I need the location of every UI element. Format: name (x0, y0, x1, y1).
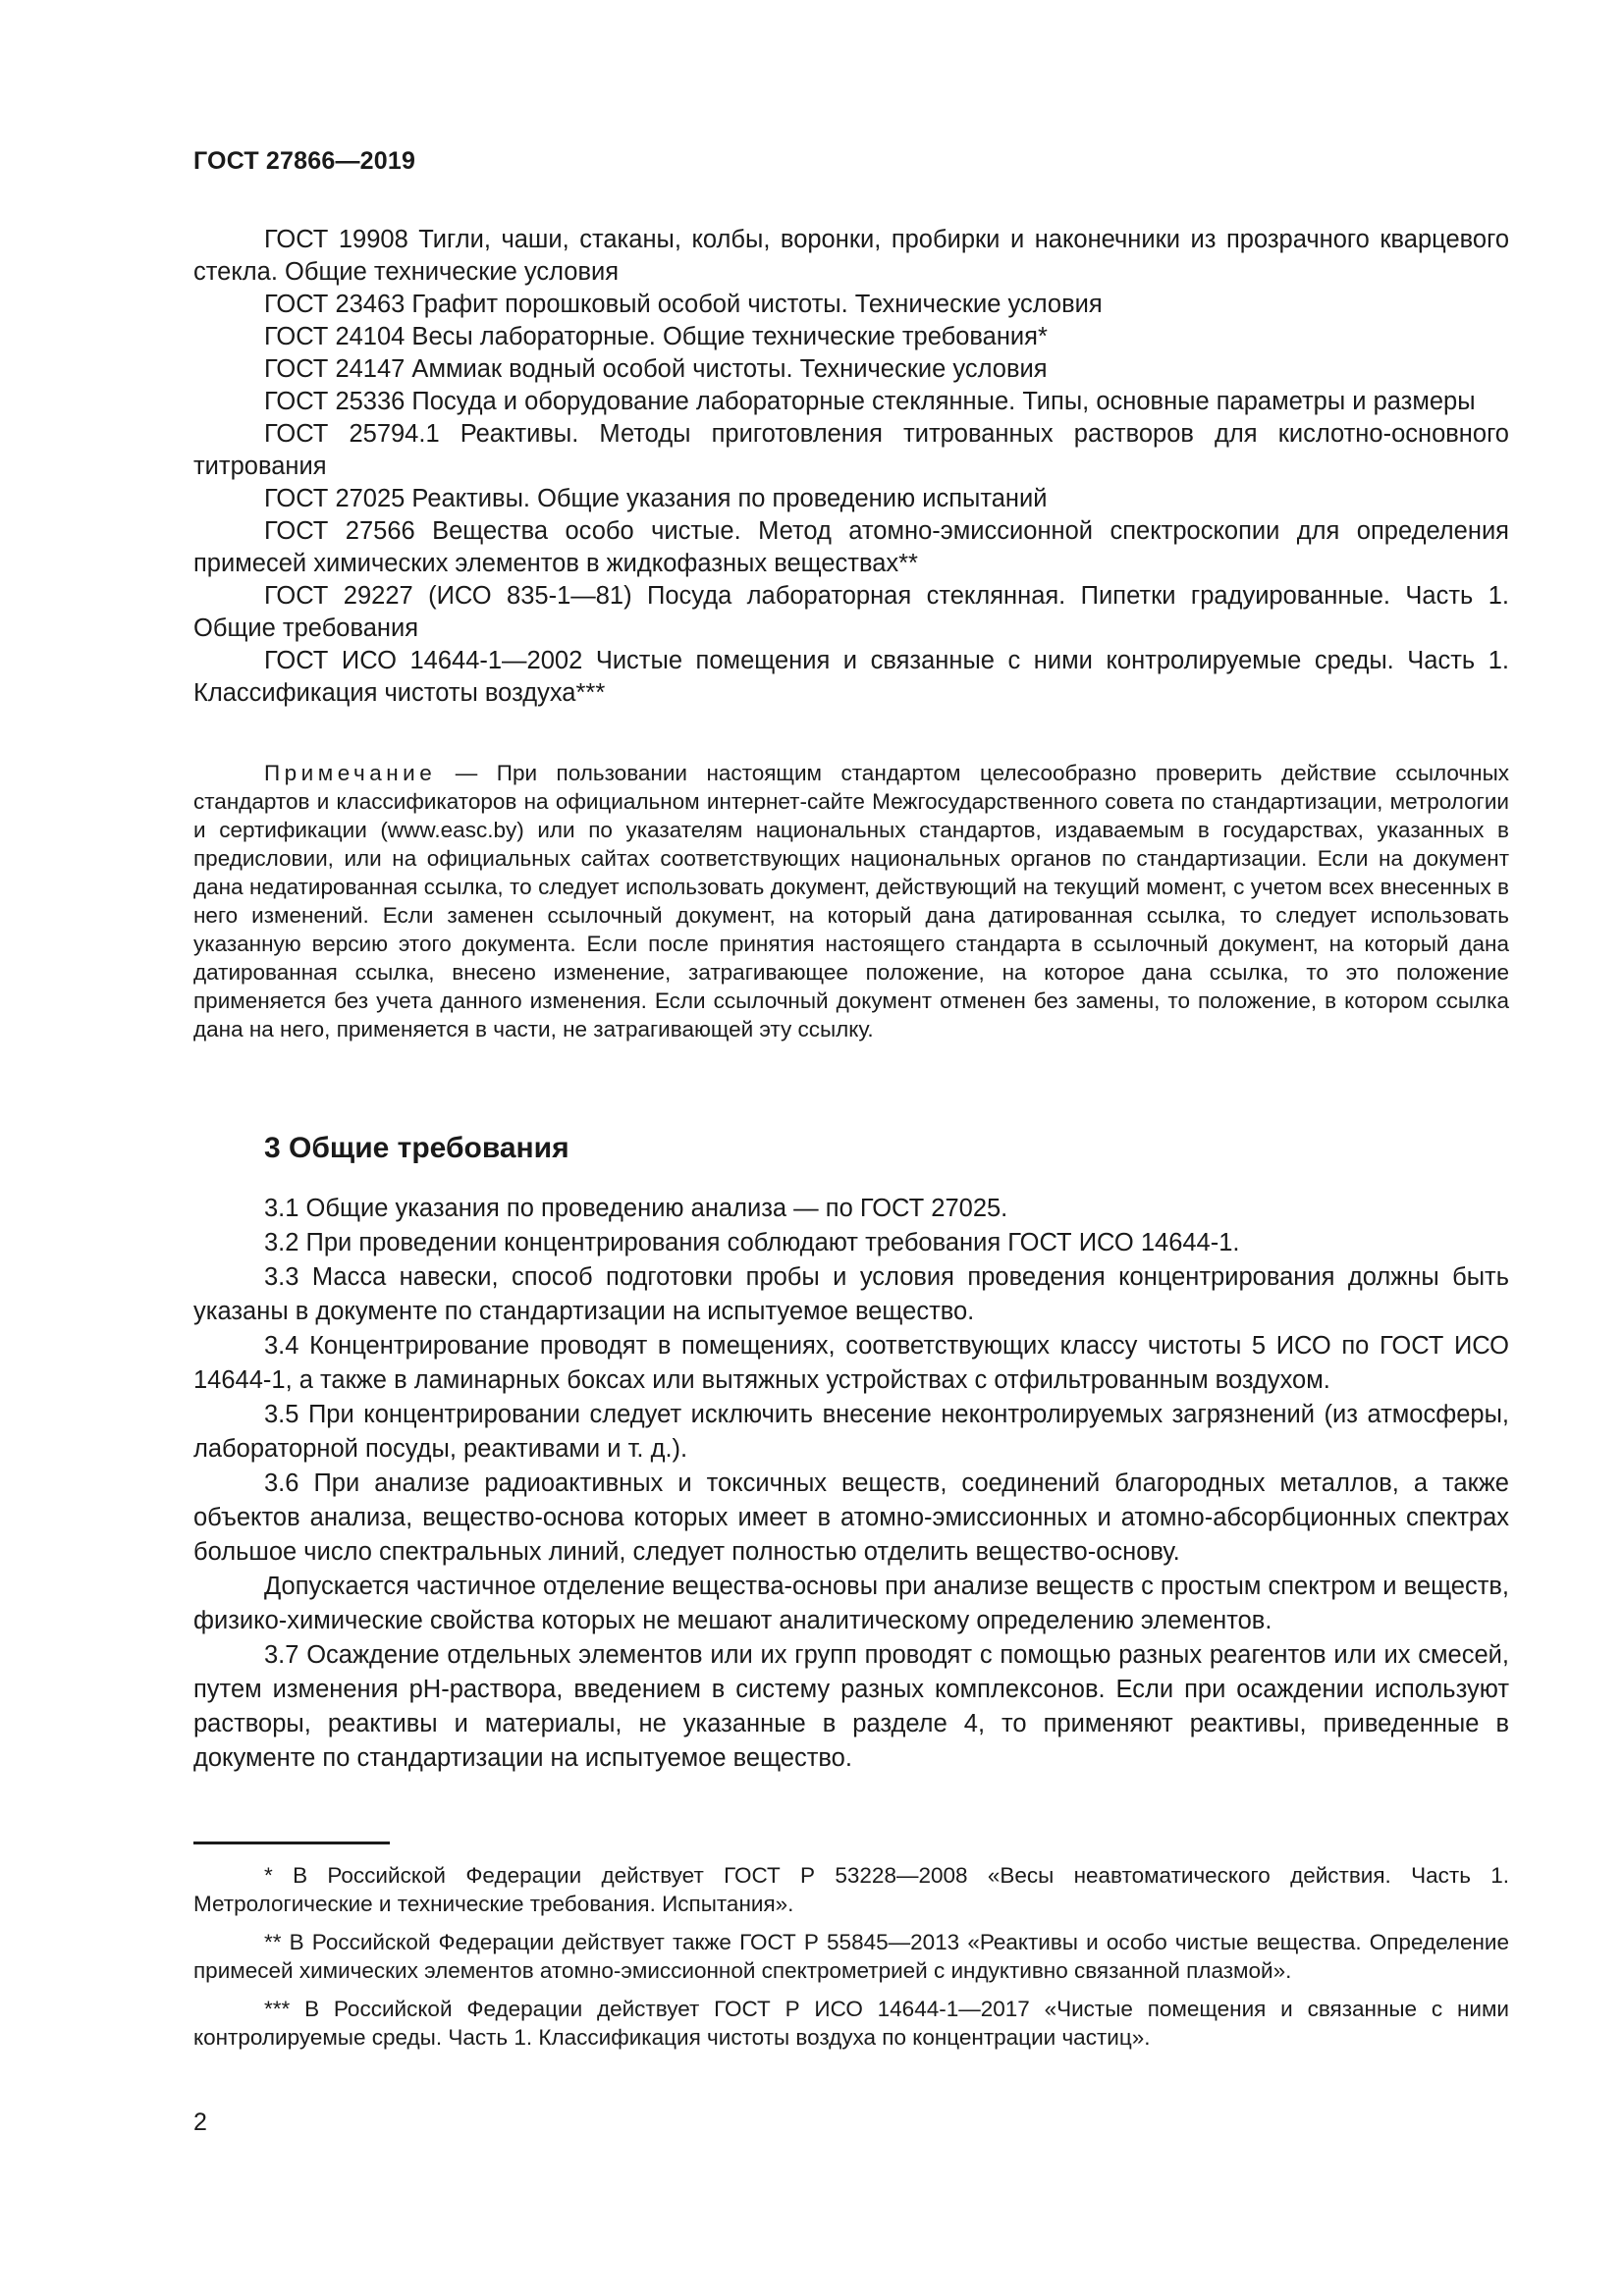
note-paragraph (193, 759, 1509, 1043)
reference-item: ГОСТ 27025 Реактивы. Общие указания по проведению испытаний (264, 485, 1048, 512)
reference-item: ГОСТ 24147 Аммиак водный особой чистоты. Технические условия (264, 355, 1048, 383)
section-paragraph: 3.4 Концентрирование проводят в помещениях, соответствующих классу чистоты 5 ИСО по ГОСТ ИСО 14644-1, а также в ламинарных боксах или вытяжных устройствах с отфильтрованным воздухом. (193, 1332, 1509, 1394)
footnote-item: *** В Российской Федерации действует ГОСТ Р ИСО 14644-1—2017 «Чистые помещения и связанные с ними контролируемые среды. Часть 1. Классификация чистоты воздуха по концентрации частиц». (193, 1997, 1509, 2050)
reference-item: ГОСТ 25336 Посуда и оборудование лабораторные стеклянные. Типы, основные параметры и размеры (264, 388, 1476, 415)
reference-item: ГОСТ 24104 Весы лабораторные. Общие технические требования* (264, 323, 1048, 350)
section-paragraph: Допускается частичное отделение вещества-основы при анализе веществ с простым спектром и веществ, физико-химические свойства которых не мешают аналитическому определению элементов. (193, 1573, 1510, 1634)
reference-item: ГОСТ 29227 (ИСО 835-1—81) Посуда лабораторная стеклянная. Пипетки градуированные. Часть 1. Общие требования (193, 582, 1509, 642)
reference-item: ГОСТ 27566 Вещества особо чистые. Метод атомно-эмиссионной спектроскопии для определения примесей химических элементов в жидкофазных веществах** (193, 517, 1509, 577)
reference-item: ГОСТ 25794.1 Реактивы. Методы приготовления титрованных растворов для кислотно-основного титрования (193, 420, 1509, 480)
section-paragraph: 3.3 Масса навески, способ подготовки пробы и условия проведения концентрирования должны быть указаны в документе по стандартизации на испытуемое вещество. (193, 1263, 1509, 1325)
footnote-item: * В Российской Федерации действует ГОСТ Р 53228—2008 «Весы неавтоматического действия. Часть 1. Метрологические и технические требования. Испытания». (193, 1863, 1509, 1916)
section-paragraph: 3.7 Осаждение отдельных элементов или их групп проводят с помощью разных реагентов или их смесей, путем изменения рН-раствора, введением в систему разных комплексонов. Если при осаждении используют растворы, реактивы и материалы, не указанные в разделе 4, то применяют реактивы, приведенные в документе по стандартизации на испытуемое вещество. (193, 1641, 1509, 1772)
section-title: 3 Общие требования (264, 1132, 569, 1164)
section-body (193, 1192, 1509, 1776)
reference-item: ГОСТ 19908 Тигли, чаши, стаканы, колбы, воронки, пробирки и наконечники из прозрачного кварцевого стекла. Общие технические условия (193, 226, 1509, 286)
footnotes (193, 1861, 1509, 2061)
section-paragraph: 3.1 Общие указания по проведению анализа — по ГОСТ 27025. (264, 1195, 1008, 1222)
reference-item: ГОСТ 23463 Графит порошковый особой чистоты. Технические условия (264, 291, 1103, 318)
note-text: — При пользовании настоящим стандартом целесообразно проверить действие ссылочных стандартов и классификаторов на официальном интернет-сайте Межгосударственного совета по стандартизации, метрологии и сертификации (www.easc.by) или по указателям национальных стандартов, издаваемым в государствах, указанных в предисловии, или на официальных сайтах соответствующих национальных органов по стандартизации. Если на документ дана недатированная ссылка, то следует использовать документ, действующий на текущий момент, с учетом всех внесенных в него изменений. Если заменен ссылочный документ, на который дана датированная ссылка, то следует использовать указанную версию этого документа. Если после принятия настоящего стандарта в ссылочный документ, на который дана датированная ссылка, внесено изменение, затрагивающее положение, на которое дана ссылка, то это положение применяется без учета данного изменения. Если ссылочный документ отменен без замены, то положение, в котором ссылка дана на него, применяется в части, не затрагивающей эту ссылку. (193, 761, 1509, 1041)
footnote-item: ** В Российской Федерации действует также ГОСТ Р 55845—2013 «Реактивы и особо чистые вещества. Определение примесей химических элементов атомно-эмиссионной спектрометрией с индуктивно связанной плазмой». (193, 1930, 1509, 1983)
page-number: 2 (193, 2109, 207, 2136)
normative-references-list (193, 224, 1509, 710)
section-paragraph: 3.5 При концентрировании следует исключить внесение неконтролируемых загрязнений (из атмосферы, лабораторной посуды, реактивами и т. д.). (193, 1401, 1509, 1463)
reference-item: ГОСТ ИСО 14644-1—2002 Чистые помещения и связанные с ними контролируемые среды. Часть 1. Классификация чистоты воздуха*** (193, 647, 1509, 707)
footnote-separator (193, 1842, 390, 1844)
note-label: Примечание (264, 761, 437, 785)
document-header-code: ГОСТ 27866—2019 (193, 147, 416, 175)
section-paragraph: 3.2 При проведении концентрирования соблюдают требования ГОСТ ИСО 14644-1. (264, 1229, 1240, 1256)
section-paragraph: 3.6 При анализе радиоактивных и токсичных веществ, соединений благородных металлов, а также объектов анализа, вещество-основа которых имеет в атомно-эмиссионных и атомно-абсорбционных спектрах большое число спектральных линий, следует полностью отделить вещество-основу. (193, 1469, 1509, 1566)
document-page (193, 0, 1509, 2296)
